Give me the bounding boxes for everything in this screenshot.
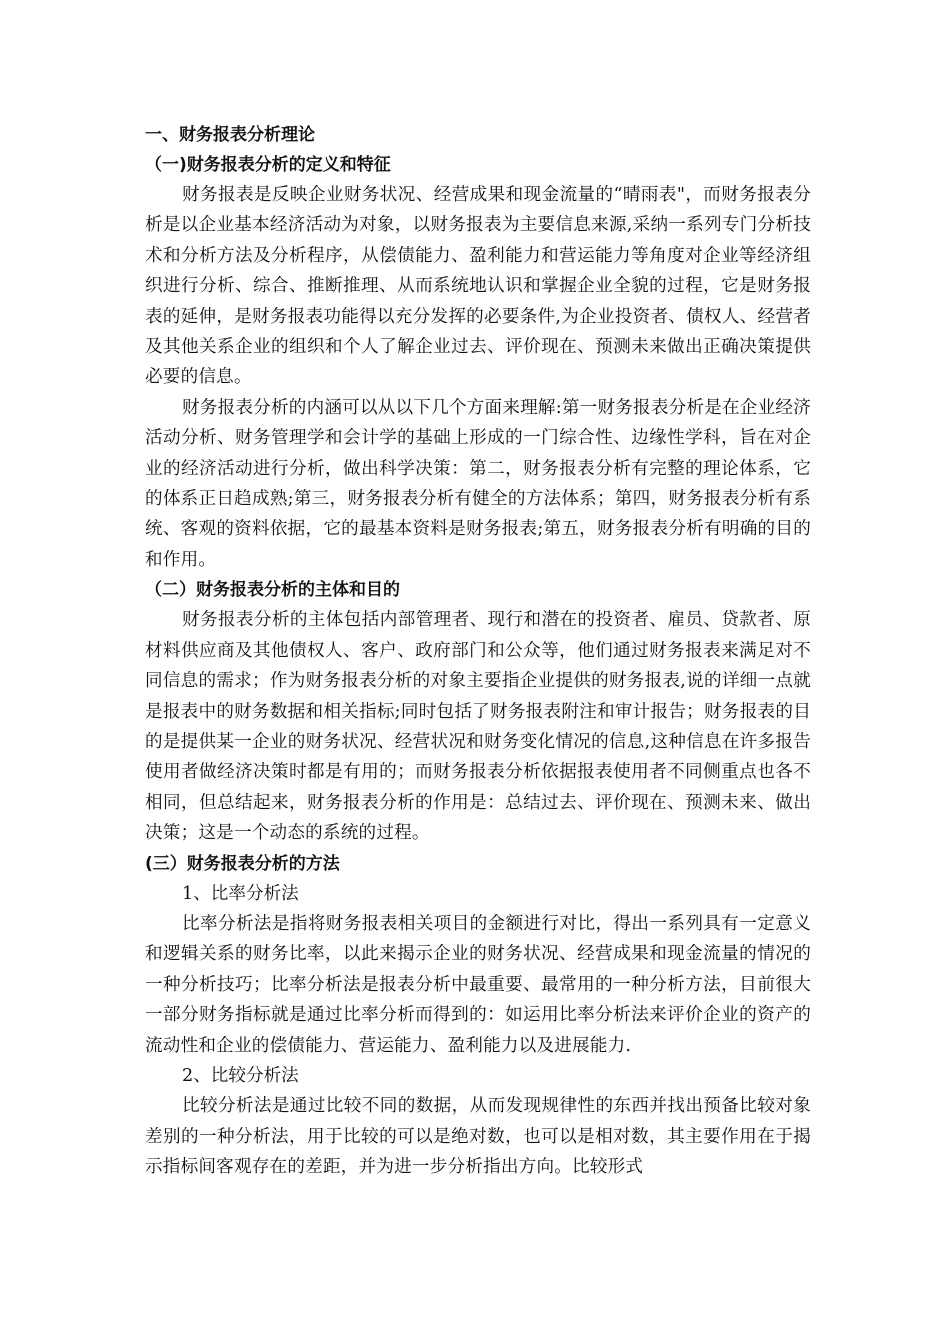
paragraph: 财务报表是反映企业财务状况、经营成果和现金流量的“晴雨表"，而财务报表分析是以企业基本经济活动为对象，以财务报表为主要信息来源,采纳一系列专门分析技术和分析方法及分析程序，从偿债能力、盈利能力和营运能力等角度对企业等经济组织进行分析、综合、推断推理、从而系统地认识和掌握企业全貌的过程，它是财务报表的延伸，是财务报表功能得以充分发挥的必要条件,为企业投资者、债权人、经营者及其他关系企业的组织和个人了解企业过去、评价现在、预测未来做出正确决策提供必要的信息。: [145, 185, 811, 388]
paragraph: 财务报表分析的主体包括内部管理者、现行和潜在的投资者、雇员、贷款者、原材料供应商及其他债权人、客户、政府部门和公众等，他们通过财务报表来满足对不同信息的需求；作为财务报表分析的对象主要指企业提供的财务报表,说的详细一点就是报表中的财务数据和相关指标;同时包括了财务报表附注和审计报告；财务报表的目的是提供某一企业的财务状况、经营状况和财务变化情况的信息,这种信息在许多报告使用者做经济决策时都是有用的；而财务报表分析依据报表使用者不同侧重点也各不相同，但总结起来，财务报表分析的作用是：总结过去、评价现在、预测未来、做出决策；这是一个动态的系统的过程。: [145, 610, 811, 844]
document-body: [145, 120, 811, 1183]
paragraph: 比较分析法是通过比较不同的数据，从而发现规律性的东西并找出预备比较对象差别的一种分析法，用于比较的可以是绝对数，也可以是相对数，其主要作用在于揭示指标间客观存在的差距，并为进一步分析指出方向。比较形式: [145, 1096, 811, 1178]
paragraph: 比率分析法是指将财务报表相关项目的金额进行对比，得出一系列具有一定意义和逻辑关系的财务比率，以此来揭示企业的财务状况、经营成果和现金流量的情况的一种分析技巧；比率分析法是报表分析中最重要、最常用的一种分析方法，目前很大一部分财务指标就是通过比率分析而得到的：如运用比率分析法来评价企业的资产的流动性和企业的偿债能力、营运能力、盈利能力以及进展能力.: [145, 913, 811, 1056]
subsection-title-2: （二）财务报表分析的主体和目的: [145, 580, 400, 601]
section-title: 一、财务报表分析理论: [145, 125, 315, 145]
subsection-title-1: （一)财务报表分析的定义和特征: [145, 155, 391, 175]
method-title-comparison: 2、比较分析法: [182, 1065, 299, 1086]
method-title-ratio: 1、比率分析法: [182, 883, 299, 904]
paragraph: 财务报表分析的内涵可以从以下几个方面来理解:第一财务报表分析是在企业经济活动分析、财务管理学和会计学的基础上形成的一门综合性、边缘性学科，旨在对企业的经济活动进行分析，做出科学决策：第二，财务报表分析有完整的理论体系，它的体系正日趋成熟;第三，财务报表分析有健全的方法体系；第四，财务报表分析有系统、客观的资料依据，它的最基本资料是财务报表;第五，财务报表分析有明确的目的和作用。: [145, 397, 811, 570]
subsection-title-3: (三）财务报表分析的方法: [145, 853, 340, 874]
